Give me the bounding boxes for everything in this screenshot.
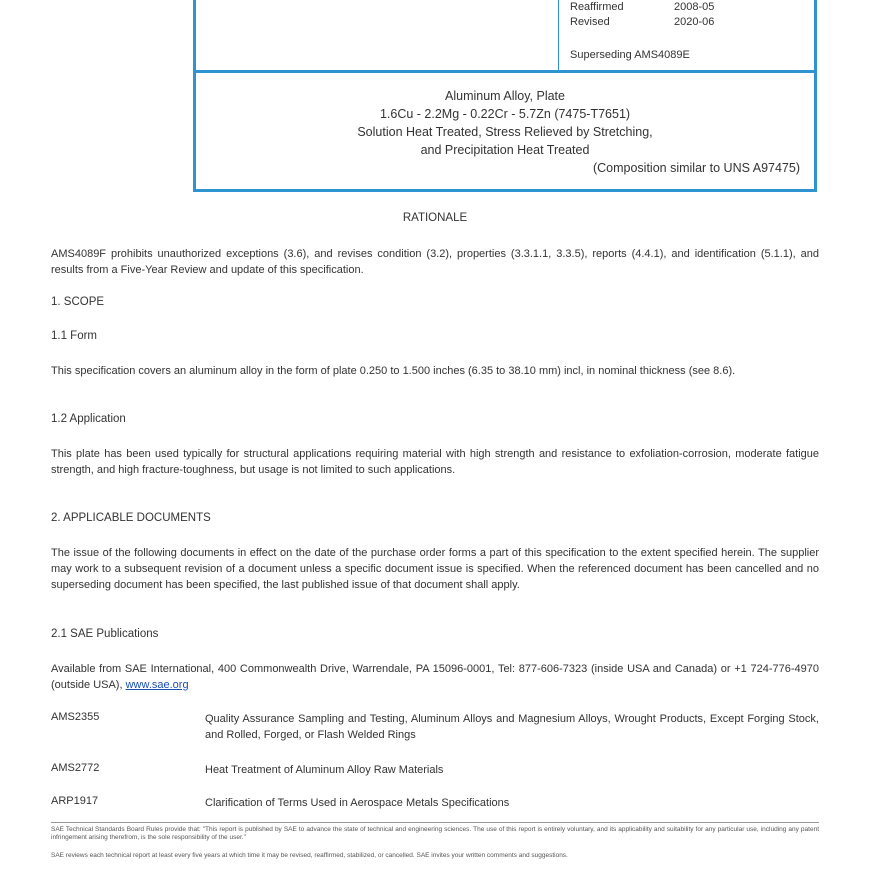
revised-row: [570, 16, 714, 28]
footer-note-2: SAE reviews each technical report at least every five years at which time it may be revised, reaffirmed, stabilized, or cancelled. SAE invites your written comments and suggestions.: [51, 852, 568, 859]
document-header-box: [193, 0, 817, 192]
sae-publications-heading: 2.1 SAE Publications: [51, 628, 159, 640]
form-text: This specification covers an aluminum alloy in the form of plate 0.250 to 1.500 inches (6.35 to 38.10 mm) incl, in nominal thickness (see 8.6).: [51, 365, 736, 377]
ref-desc-ams2355: Quality Assurance Sampling and Testing, Aluminum Alloys and Magnesium Alloys, Wrought Products, Except Forging Stock, and Rolled, Forged, or Flash Welded Rings: [205, 713, 819, 741]
header-divider: [558, 0, 559, 70]
reaffirmed-date: 2008-05: [674, 1, 715, 13]
sae-website-link[interactable]: www.sae.org: [125, 679, 189, 691]
document-title: [196, 87, 814, 177]
application-text: This plate has been used typically for structural applications requiring material with high strength and resistance to exfoliation-corrosion, moderate fatigue strength, and high fracture-toughness, but usage is not limited to such applications.: [51, 448, 819, 476]
title-line-5: (Composition similar to UNS A97475): [592, 161, 800, 175]
title-line-3: Solution Heat Treated, Stress Relieved by Stretching,: [357, 125, 653, 139]
sae-publications-text: [51, 661, 819, 693]
footer-note-1: SAE Technical Standards Board Rules provide that: "This report is published by SAE to advance the state of technical and engineering sciences. The use of this report is entirely voluntary, and its applicability and suitability for any particular use, including any patent infringement arising therefrom, is the sole responsibility of the user.": [51, 826, 819, 841]
rationale-heading: RATIONALE: [402, 212, 468, 224]
title-line-4: and Precipitation Heat Treated: [420, 143, 590, 157]
ref-code-arp1917: ARP1917: [51, 795, 99, 807]
superseding-note: Superseding AMS4089E: [570, 49, 690, 61]
rationale-text: AMS4089F prohibits unauthorized exceptions (3.6), and revises condition (3.2), properties (3.3.1.1, 3.3.5), reports (4.4.1), and identification (5.1.1), and results from a Five-Year Review and update of this specification.: [51, 248, 819, 276]
ref-desc-ams2772: Heat Treatment of Aluminum Alloy Raw Materials: [205, 764, 444, 776]
application-heading: 1.2 Application: [51, 413, 126, 425]
header-top-section: [196, 0, 814, 73]
sae-address: Available from SAE International, 400 Commonwealth Drive, Warrendale, PA 15096-0001, Tel: 877-606-7323 (inside USA and Canada) or +1 724-776-4970 (outside USA),: [51, 663, 819, 691]
footer-rule: [51, 822, 819, 823]
ref-desc-arp1917: Clarification of Terms Used in Aerospace Metals Specifications: [205, 797, 510, 809]
scope-heading: 1. SCOPE: [51, 296, 105, 308]
reaffirmed-row: [570, 1, 714, 13]
ref-code-ams2772: AMS2772: [51, 762, 100, 774]
revised-date: 2020-06: [674, 16, 715, 28]
ref-code-ams2355: AMS2355: [51, 711, 100, 723]
form-heading: 1.1 Form: [51, 330, 98, 342]
applicable-documents-text: The issue of the following documents in effect on the date of the purchase order forms a part of this specification to the extent specified herein. The supplier may work to a subsequent revision of a document unless a specific document issue is specified. When the referenced document has been cancelled and no superseding document has been specified, the last published issue of that document shall apply.: [51, 547, 819, 591]
reaffirmed-label: Reaffirmed: [570, 1, 624, 13]
title-line-2: 1.6Cu - 2.2Mg - 0.22Cr - 5.7Zn (7475-T7651): [379, 107, 631, 121]
applicable-documents-heading: 2. APPLICABLE DOCUMENTS: [51, 512, 211, 524]
revised-label: Revised: [570, 16, 610, 28]
title-line-1: Aluminum Alloy, Plate: [445, 89, 565, 103]
